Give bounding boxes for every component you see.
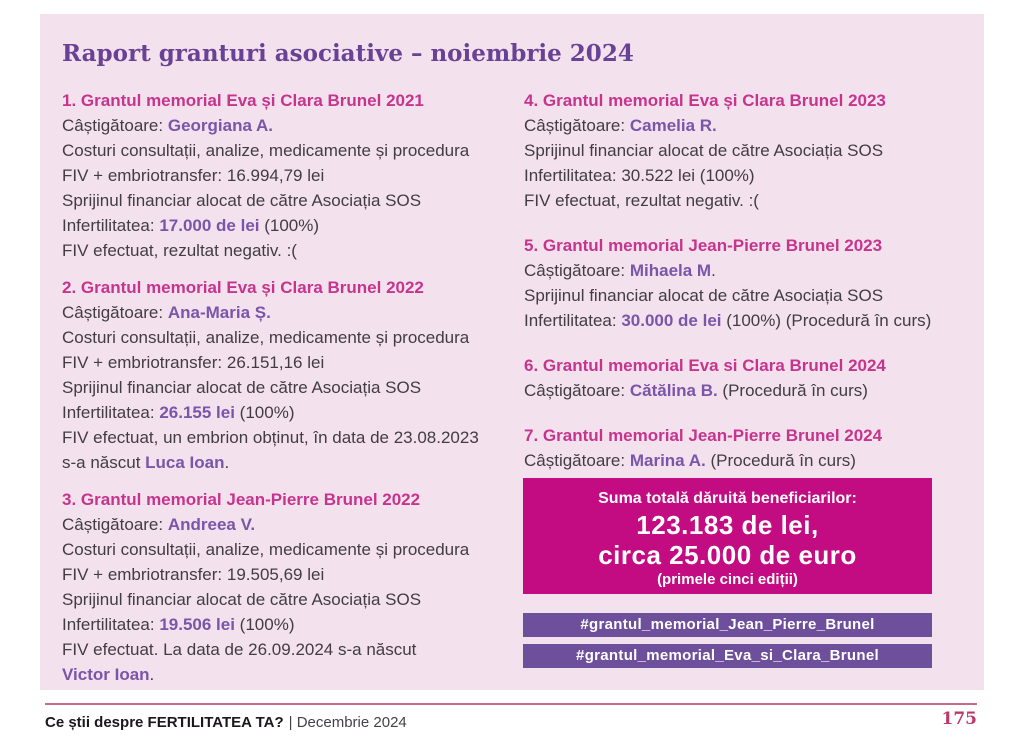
grant-heading: 3. Grantul memorial Jean-Pierre Brunel 2022 — [62, 490, 421, 509]
grant-line: FIV + embriotransfer: 26.151,16 lei — [62, 353, 325, 372]
grant-line: Sprijinul financiar alocat de către Asociația SOS — [524, 141, 884, 160]
grant-line: Câștigătoare: Marina A. (Procedură în curs) — [524, 451, 856, 470]
grant-line: Costuri consultații, analize, medicamente și procedura — [62, 141, 470, 160]
grant-entry — [62, 275, 524, 475]
grant-line: Câștigătoare: Mihaela M. — [524, 261, 716, 280]
footer-text — [45, 714, 407, 731]
grant-line: FIV efectuat, rezultat negativ. :( — [62, 241, 297, 260]
highlighted-value: Ana-Maria Ș. — [167, 303, 271, 322]
total-sum-note: (primele cinci ediții) — [657, 571, 798, 588]
total-sum-box — [523, 478, 932, 594]
footer-divider — [45, 703, 977, 705]
grant-line: FIV efectuat, rezultat negativ. :( — [524, 191, 759, 210]
issue-date: | Decembrie 2024 — [288, 714, 407, 731]
highlighted-value: Camelia R. — [629, 116, 717, 135]
grant-line: Infertilitatea: 30.000 de lei (100%) (Procedură în curs) — [524, 311, 932, 330]
grant-line: FIV + embriotransfer: 19.505,69 lei — [62, 565, 325, 584]
highlighted-value: Andreea V. — [167, 515, 256, 534]
grant-line: Infertilitatea: 26.155 lei (100%) — [62, 403, 295, 422]
grant-entry — [524, 353, 974, 403]
highlighted-value: Luca Ioan — [145, 453, 225, 472]
highlighted-value: 30.000 de lei — [621, 311, 722, 330]
grant-heading: 2. Grantul memorial Eva și Clara Brunel 2022 — [62, 278, 424, 297]
total-sum-lei: 123.183 de lei, — [636, 510, 819, 540]
grant-entry — [524, 423, 974, 473]
grant-heading: 5. Grantul memorial Jean-Pierre Brunel 2023 — [524, 236, 883, 255]
grant-line: Victor Ioan. — [62, 665, 155, 684]
grant-line: Costuri consultații, analize, medicamente și procedura — [62, 540, 470, 559]
highlighted-value: Victor Ioan — [62, 665, 150, 684]
magazine-title: Ce știi despre FERTILITATEA TA? — [45, 714, 284, 731]
highlighted-value: 19.506 lei — [159, 615, 235, 634]
grant-entry — [524, 88, 974, 213]
highlighted-value: Georgiana A. — [167, 116, 274, 135]
grant-line: Câștigătoare: Camelia R. — [524, 116, 717, 135]
highlighted-value: 17.000 de lei — [159, 216, 260, 235]
highlighted-value: 26.155 lei — [159, 403, 235, 422]
page-title: Raport granturi asociative – noiembrie 2024 — [62, 40, 634, 67]
grant-line: Câștigătoare: Georgiana A. — [62, 116, 274, 135]
grant-entry — [524, 233, 974, 333]
hashtag-eva-si-clara-brunel: #grantul_memorial_Eva_si_Clara_Brunel — [523, 644, 932, 668]
hashtag-jean-pierre-brunel: #grantul_memorial_Jean_Pierre_Brunel — [523, 613, 932, 637]
grant-heading: 1. Grantul memorial Eva și Clara Brunel 2021 — [62, 91, 424, 110]
highlighted-value: Mihaela M — [629, 261, 712, 280]
grant-line: Câștigătoare: Cătălina B. (Procedură în curs) — [524, 381, 868, 400]
highlighted-value: Cătălina B. — [629, 381, 718, 400]
grant-line: s-a născut Luca Ioan. — [62, 453, 230, 472]
grant-line: Sprijinul financiar alocat de către Asociația SOS — [62, 378, 422, 397]
report-panel — [40, 14, 984, 690]
grant-line: Câștigătoare: Ana-Maria Ș. — [62, 303, 271, 322]
grant-entry — [62, 487, 524, 687]
grant-line: Sprijinul financiar alocat de către Asociația SOS — [62, 590, 422, 609]
grant-line: Câștigătoare: Andreea V. — [62, 515, 256, 534]
grant-line: FIV + embriotransfer: 16.994,79 lei — [62, 166, 325, 185]
grant-line: Sprijinul financiar alocat de către Asociația SOS — [62, 191, 422, 210]
grant-heading: 6. Grantul memorial Eva si Clara Brunel 2024 — [524, 356, 886, 375]
grant-line: FIV efectuat. La data de 26.09.2024 s-a născut — [62, 640, 417, 659]
grant-line: Costuri consultații, analize, medicamente și procedura — [62, 328, 470, 347]
grant-line: FIV efectuat, un embrion obținut, în data de 23.08.2023 — [62, 428, 479, 447]
total-sum-euro: circa 25.000 de euro — [598, 540, 857, 570]
page-number: 175 — [941, 709, 977, 729]
grant-entry — [62, 88, 524, 263]
grant-line: Infertilitatea: 30.522 lei (100%) — [524, 166, 755, 185]
total-sum-label: Suma totală dăruită beneficiarilor: — [598, 490, 857, 507]
grant-line: Sprijinul financiar alocat de către Asociația SOS — [524, 286, 884, 305]
grants-column-right — [524, 88, 974, 493]
grant-heading: 4. Grantul memorial Eva și Clara Brunel 2023 — [524, 91, 886, 110]
grant-line: Infertilitatea: 19.506 lei (100%) — [62, 615, 295, 634]
grants-column-left — [62, 88, 524, 699]
grant-heading: 7. Grantul memorial Jean-Pierre Brunel 2024 — [524, 426, 883, 445]
highlighted-value: Marina A. — [629, 451, 706, 470]
grant-line: Infertilitatea: 17.000 de lei (100%) — [62, 216, 320, 235]
